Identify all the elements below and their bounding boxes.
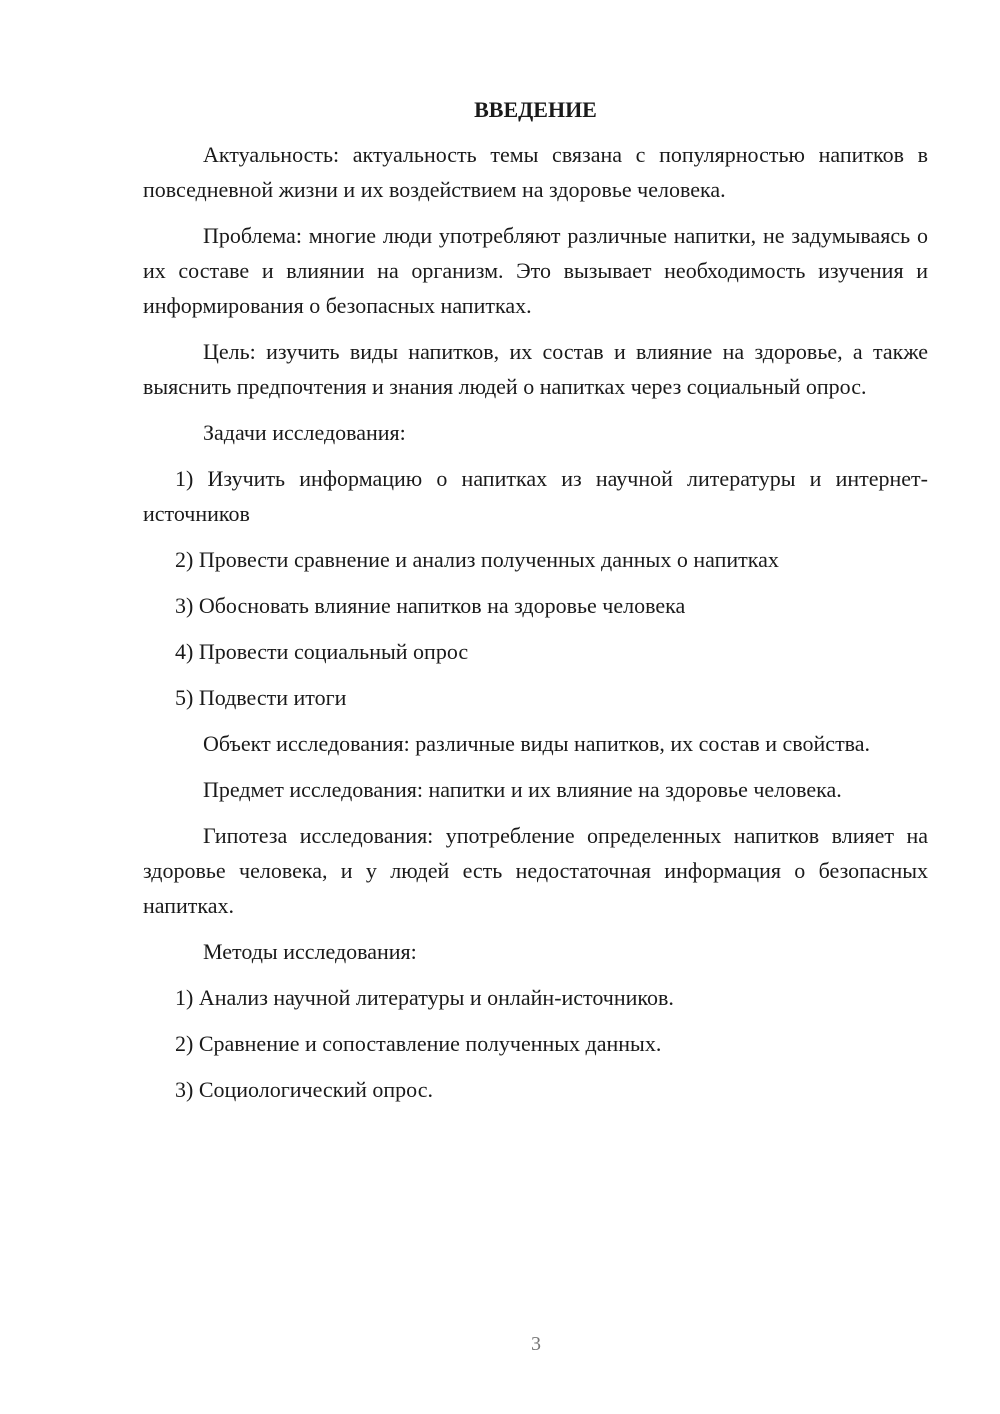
page-number: 3 xyxy=(531,1333,541,1355)
task-item-5: 5) Подвести итоги xyxy=(175,685,347,710)
method-item-2: 2) Сравнение и сопоставление полученных данных. xyxy=(175,1031,662,1056)
task-item-3: 3) Обосновать влияние напитков на здоровье человека xyxy=(175,593,686,618)
task-item-2: 2) Провести сравнение и анализ полученных данных о напитках xyxy=(175,547,779,572)
method-item-3: 3) Социологический опрос. xyxy=(175,1077,433,1102)
paragraph-subject: Предмет исследования: напитки и их влияние на здоровье человека. xyxy=(203,777,842,802)
paragraph-problem: Проблема: многие люди употребляют различные напитки, не задумываясь о их составе и влиянии на организм. Это вызывает необходимость изучения и информирования о безопасных напитках. xyxy=(143,223,928,318)
paragraph-object: Объект исследования: различные виды напитков, их состав и свойства. xyxy=(203,731,871,756)
task-item-1: 1) Изучить информацию о напитках из научной литературы и интернет-источников xyxy=(143,466,928,526)
paragraph-hypothesis: Гипотеза исследования: употребление определенных напитков влияет на здоровье человека, и у людей есть недостаточная информация о безопасных напитках. xyxy=(143,823,928,918)
method-item-1: 1) Анализ научной литературы и онлайн-источников. xyxy=(175,985,674,1010)
paragraph-goal: Цель: изучить виды напитков, их состав и влияние на здоровье, а также выяснить предпочтения и знания людей о напитках через социальный опрос. xyxy=(143,339,928,399)
task-item-4: 4) Провести социальный опрос xyxy=(175,639,469,664)
page-content xyxy=(143,95,928,1118)
tasks-heading: Задачи исследования: xyxy=(203,420,406,445)
section-title: ВВЕДЕНИЕ xyxy=(474,97,597,122)
methods-heading: Методы исследования: xyxy=(203,939,417,964)
paragraph-relevance: Актуальность: актуальность темы связана с популярностью напитков в повседневной жизни и их воздействием на здоровье человека. xyxy=(143,142,928,202)
